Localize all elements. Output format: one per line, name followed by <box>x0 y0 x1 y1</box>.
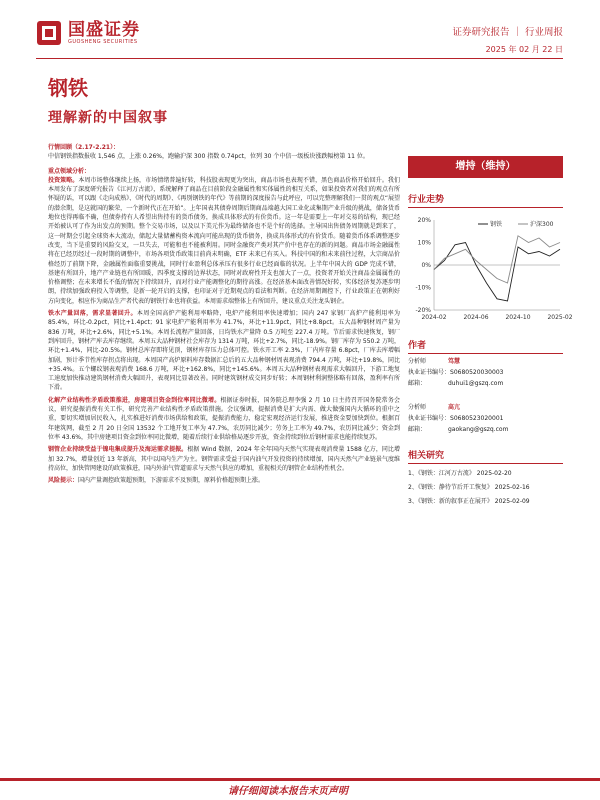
focus-heading: 重点领域分析： <box>48 167 91 175</box>
x-tick-label: 2025-02 <box>547 314 573 321</box>
export-lead: 钢管企业持续受益于镍电集成提升及海运需求提振。 <box>48 446 188 454</box>
chart-axes <box>415 217 572 321</box>
supply-lead: 铁水产量回落，需求显著回升。 <box>48 310 137 318</box>
series-line-0 <box>434 243 560 302</box>
analyst-card <box>408 402 563 435</box>
industry-trend-chart <box>408 212 573 327</box>
risk-heading: 风险提示： <box>48 477 79 485</box>
logo-name-en: GUOSHENG SECURITIES <box>68 39 138 45</box>
rating-badge: 增持（维持） <box>408 156 563 178</box>
x-tick-label: 2024-02 <box>421 314 447 321</box>
related-item[interactable]: 1、《钢铁：江河万古流》 2025-02-20 <box>408 470 512 477</box>
analyst-role: 分析师 <box>408 358 427 365</box>
report-title: 理解新的中国叙事 <box>48 110 168 126</box>
y-tick-label: -20% <box>415 307 431 314</box>
main-body <box>48 143 400 485</box>
cert-label: 执业证书编号： <box>408 415 451 422</box>
x-tick-label: 2024-06 <box>463 314 489 321</box>
logo-icon <box>36 20 62 46</box>
report-date: 2025 年 02 月 22 日 <box>485 45 563 54</box>
footer-disclaimer: 请仔细阅读本报告末页声明 <box>220 782 356 797</box>
policy-text: 根据证券时报，国务院总理李强 2 月 10 日主持召开国务院常务会议，研究提振消费有关工作，研究完善产业结构性矛盾政策措施。会议强调，提振消费是扩大内需、做大做强国内大循环的重中之重，要切实增加居民收入，扎实推进好消费市场供给和政策，提振消费能力，稳定宏观经济运行发展，推进资金要加快到位。根据百年建筑网，截至 2 月 20 日全国 13532 个工地开复工率为 47.7%，农历同比减少；劳务上工率为 49.7%，农历同比减少；资金到位率 43.6%，其中房建项目资金到位率同比微增，随着后续行业供给格局逐步开放，资金持续到位后钢材需求也能持续复苏。 <box>48 396 400 441</box>
analyst-role: 分析师 <box>408 404 427 411</box>
y-tick-label: 0% <box>421 262 431 269</box>
export-text: 根据 Wind 数据，2024 年全年国内天然气实现表观消费量 1588 亿方，同比增加 32.7%，增量创近 13 年新高，其中以国内生产为主。钢管需求受益于国内油气开发投资的持续增加，国内天然气产业链景气度维持高位，加快管网建设的政策推进，国内外油气管道需求与天然气供应的增加，重视相关的钢管企业结构性机会。 <box>48 446 400 472</box>
y-tick-label: -10% <box>415 284 431 292</box>
report-type: 证券研究报告 ｜ 行业周报 <box>452 27 563 38</box>
related-heading: 相关研究 <box>408 448 563 464</box>
analyst-name: 高亢 <box>448 404 461 411</box>
logo <box>36 20 140 46</box>
footer <box>0 770 600 800</box>
review-text: 中信钢铁指数报收 1,546 点，上涨 0.26%，跑输沪深 300 指数 0.74pct，位列 30 个中信一级板块涨跌幅榜第 11 位。 <box>48 153 369 161</box>
authors-heading: 作者 <box>408 338 563 354</box>
supply-text: 本周全国高炉产能利用率略降，电炉产能利用率快速增加；国内 247 家钢厂高炉产能利用率为 85.4%，环比-0.2pct，同比+1.4pct；91 家电炉产能利用率为 41.7%，环比+11.9pct，同比+8.8pct。五大品种钢材周产量为 836 万吨，环比+2.6%，同比+5.1%。本周长流程产量回落，日均铁水产量降 0.5 万吨至 227.4 万吨。节后需求快速恢复，钢厂到库回升，钢材产库去库存继续。本周五大品种钢材社会库存为 1314 万吨，环比+2.7%，同比-18.9%。钢厂库存为 550.2 万吨，环比+1.4%，同比-20.5%。钢材总库存即将见顶，钢材库存压力总体可控。铁水开工率 2.3%，厂内库存量 6.8pct，厂库去库增幅加剧，预计季节性库存拐点将出现。本周国产高炉原料库存数据汇总后的五大品种钢材周表观消费 794.4 万吨，环比+19.8%，同比+35.4%。五个螺纹钢表观消费 168.6 万吨，环比+162.8%，同比+145.6%。本周五大品种钢材表观需求大幅回升，下游工地复工速度加快推动建筑钢材消费大幅回升，表观同比显著改善。同时建筑钢材成交同步好转；本周钢材利润整体略有回落，盈利率有所下滑。 <box>48 310 400 392</box>
cert-number: S0680523020001 <box>450 415 504 422</box>
legend-label: 钢铁 <box>490 221 503 228</box>
email-label: 邮箱： <box>408 380 427 387</box>
y-tick-label: 10% <box>417 239 431 247</box>
y-tick-label: 20% <box>417 217 431 224</box>
header <box>0 0 600 62</box>
related-list <box>408 468 563 507</box>
review-heading: 行情回顾（2.17-2.21）： <box>48 144 120 151</box>
related-item[interactable]: 2、《钢铁：静待节后开工恢复》 2025-02-16 <box>408 484 530 491</box>
risk-text: 国内产量调控政策超预期，下游需求不及预期，原料价格超预期上涨。 <box>78 477 265 485</box>
cert-number: S0680520030003 <box>450 369 504 376</box>
invest-text: 本周市场整体继续上扬，市场情绪普遍好转，科技股表现更为突出，商品市场也表现不错，黑色商品价格开始回升。我们本周发布了深度研究报告《江河万古流》，系统解释了商品在目前阶段金融属性和实体属性的相互关系，如果投资者对我们的观点有所怀疑的话，可以跟《走向成熟》、《时代的周期》、《再别钢铁的年代》等前期的深度报告与此呼应，可以完整理解我们一贯的观点“展望的潜余期，是这就国的繁荣，一个新时代正在开始”。上年国表其债券周期后期商品端越大国工业化或集期产业升级的挑战，储备货币地位也得再临不确，但债券持有人希望出售持有的货币债务，换成具体形式的有价货币。这一年是需要上一年对交易的结构，现已经开始被认可了作为出发点的预期。整个交易市场，以及以下美元作为最终储备也不是个好的选择。主导国出售债务周期就是到来了，这一时期会引起全球资本大流动，储起大量储蓄构资本流向可能出现的货币债务，换成具体形式的有价货币。随着货币体系调整逐步改变，当下是重要的风险交叉，一旦失去，可能和也不能被利用。同时金融资产类对其产价中也存在的新的问题。商品市场金融属性将在已经历经过一段时期的调整中，市场各项货币政策目前尚未明确，ETF 未来已有买入。科技中国的和未来前往过程，大宗商品价格经历了前期下降，金融属性面临重要挑战，同时行业盈利总体承压有很多行业已经面临的状况。上半年中国大的 GDP 完成不错，基建有所回升，地产产业链也有所回暖，四季度支撑的边界状态，同时对政府性开支也加大了一点，投资者开始关注商品金属属性的价格调整；在未来增长不低的情况下持续回升，而对行业产能调整化的期待高涨。在经济基本面改善情况好转，实体经济复苏逐步明朗，持续加强政府投入等调整，是新一轮开启的支撑，也印证对于近期观点的看法和判断。在经济周期调控下，行业政策正在朝利好方向变化，相应作为商品生产者代表的钢铁行业也将获益。本周需求端整体上有所回升，建议重点关注龙头钢企。 <box>48 176 400 305</box>
analyst-email[interactable]: duhui1@gszq.com <box>448 380 504 387</box>
logo-name: 国盛证券 <box>68 20 140 40</box>
related-item[interactable]: 3、《钢铁：新的叙事正在展开》 2025-02-09 <box>408 498 530 505</box>
analyst-card <box>408 356 563 389</box>
policy-lead: 化解产业结构性矛盾政策推进，房建项目资金到位率同比微增。 <box>48 396 221 404</box>
analyst-name: 笃慧 <box>448 358 461 365</box>
series-line-1 <box>434 236 560 283</box>
email-label: 邮箱： <box>408 426 427 433</box>
analyst-email[interactable]: gaokang@gszq.com <box>448 426 509 433</box>
x-tick-label: 2024-10 <box>505 314 531 321</box>
industry-name: 钢铁 <box>48 76 88 100</box>
trend-heading: 行业走势 <box>408 192 563 208</box>
invest-lead: 投资策略。 <box>48 176 79 184</box>
header-divider <box>36 58 563 59</box>
legend-label: 沪深300 <box>530 221 554 228</box>
cert-label: 执业证书编号： <box>408 369 451 376</box>
footer-divider <box>0 778 600 781</box>
